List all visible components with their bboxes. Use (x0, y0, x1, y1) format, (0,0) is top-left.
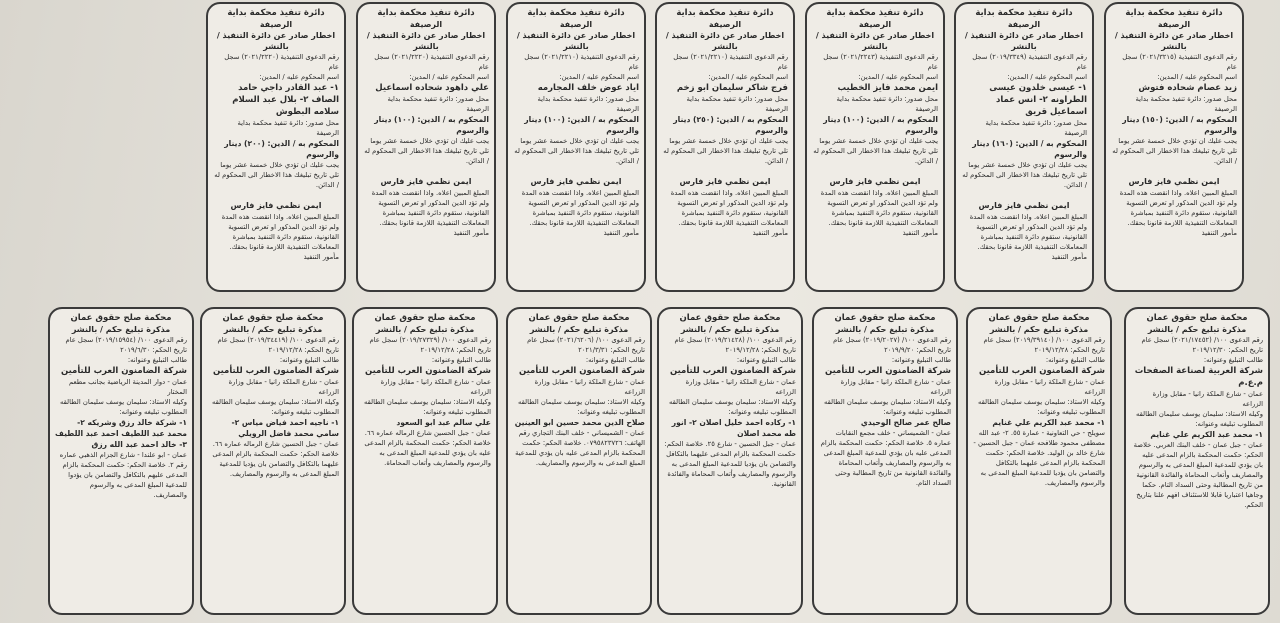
notice-address: عمان - شارع الملكة رانيا - مقابل وزارة الزراعه (228, 378, 339, 396)
notice-target-label: المطلوب تبليغه وعنوانه: (423, 408, 491, 416)
notice-body: المبلغ المبين اعلاه. واذا انقضت هذه المدة ولم تؤد الدين المذكور او تعرض التسوية القانونية، ستقوم دائرة التنفيذ بمباشرة المعاملات التنفيذية اللازمة قانونا بحقك. (521, 189, 639, 227)
notice-case-number: رقم الدعوى التنفيذية (٢٠٢١/٢٢١٠) سجل عام (673, 53, 788, 71)
notice-court: محل صدور: دائرة تنفيذ محكمة بداية الرصيفة (387, 95, 489, 113)
notice-debtor-label: اسم المحكوم عليه / المدين: (409, 73, 489, 81)
notice-body: عمان - الشميساني - خلف مجمع النقابات عماره ٥. خلاصة الحكم: حكمت المحكمة بالزام المدعى عليه بان يؤدي للمدعية المبلغ المدعى به والرسوم والمصاريف وأتعاب المحاماة والفائدة القانونية من تاريخ المطالبة وحتى السداد التام. (820, 429, 951, 487)
notice-court: محل صدور: دائرة تنفيذ محكمة بداية الرصيفة (836, 95, 938, 113)
notice-office: دائرة تنفيذ محكمة بداية (1125, 8, 1223, 18)
notice-city: الرصيفة (1007, 20, 1041, 29)
notice-demand: يجب عليك ان تؤدي خلال خمسة عشر يوما تلي تاريخ تبليغك هذا الاخطار الى المحكوم له / الدائن. (663, 137, 788, 165)
notice-requester-label: طالب التبليغ وعنوانه: (1203, 356, 1263, 364)
execution-notices-row (0, 0, 1280, 300)
notice-target: صلاح الدين محمد حسين ابو العينين (514, 418, 645, 427)
notice-heading: مذكرة تبليغ حكم / بالنشر (71, 325, 171, 334)
notice-target: ١- شركة خالد رزق وشريكه ٢- محمد عبد اللطيف احمد عبد اللطيف ٣- خالد احمد عبد الله رزق (55, 418, 187, 449)
notice-debtor-label: اسم المحكوم عليه / المدين: (708, 73, 788, 81)
notice-heading: مذكرة تبليغ حكم / بالنشر (529, 325, 629, 334)
execution-notice (1104, 2, 1244, 292)
notice-requester-label: طالب التبليغ وعنوانه: (431, 356, 491, 364)
notice-court: محل صدور: دائرة تنفيذ محكمة بداية الرصيفة (985, 119, 1087, 137)
notice-case-number: رقم الدعوى ١٠٠/ (٢٠٢١/٦٢٠٦) سجل عام (527, 336, 645, 344)
notice-debtor-label: اسم المحكوم عليه / المدين: (1157, 73, 1237, 81)
notice-demand: يجب عليك ان تؤدي خلال خمسة عشر يوما تلي تاريخ تبليغك هذا الاخطار الى المحكوم له / الدائن. (514, 137, 639, 165)
notice-office: دائرة تنفيذ محكمة بداية (377, 8, 475, 18)
notice-address: عمان - شارع الملكة رانيا - مقابل وزارة الزراعه (534, 378, 645, 396)
notice-body: عمان - الشميساني - خلف البنك التجاري رقم الهاتف: ٠٧٩٥٨٢٣٧٢٦. خلاصة الحكم: حكمت المحكمة بالزام المدعى عليه بان يؤدي للمدعية المبلغ المدعى به والرسوم والمصاريف. (515, 429, 645, 467)
notice-agent: وكيله الاستاذ: سليمان يوسف سليمان الطالقه (211, 398, 339, 406)
notice-address: عمان - دوار المدينة الرياضية بجانب مطعم المختار (68, 378, 187, 396)
court-notice (352, 307, 498, 615)
notice-case-number: رقم الدعوى التنفيذية (٢٠٢١/٢٢٢٠) سجل عام (224, 53, 339, 71)
notice-agent: وكيله الاستاذ: سليمان يوسف سليمان الطالقه (977, 398, 1105, 406)
notice-date: تاريخ الحكم: ٢٠١٩/٩/٢٠ (884, 346, 951, 354)
notice-requester-label: طالب التبليغ وعنوانه: (891, 356, 951, 364)
notice-case-number: رقم الدعوى ١٠٠/ (٢٠١٩/٣٩١٤٠) سجل عام (983, 336, 1105, 344)
execution-notice (954, 2, 1094, 292)
notice-date: تاريخ الحكم: ٢٠١٩/٦/٣٠ (120, 346, 187, 354)
notice-target-label: المطلوب تبليغه وعنوانه: (577, 408, 645, 416)
notice-target-label: المطلوب تبليغه وعنوانه: (728, 408, 796, 416)
notice-court-name: محكمة صلح حقوق عمان (679, 313, 781, 323)
notice-signature: ايمن نظمي فايز فارس (829, 177, 921, 186)
notice-city: الرصيفة (559, 20, 593, 29)
notice-case-number: رقم الدعوى التنفيذية (٢٠٢١/٢٢١٠) سجل عام (524, 53, 639, 71)
court-notice (966, 307, 1112, 615)
notice-target: ١- محمد عبد الكريم علي غنايم (1150, 430, 1263, 439)
notice-case-number: رقم الدعوى التنفيذية (٢٠٢١/٢٢٢٠) سجل عام (374, 53, 489, 71)
notice-date: تاريخ الحكم: ٢٠٢١/٣/٣١ (578, 346, 645, 354)
notice-office: دائرة تنفيذ محكمة بداية (227, 8, 325, 18)
court-notice (48, 307, 194, 615)
notice-court-name: محكمة صلح حقوق عمان (1146, 313, 1248, 323)
notice-target: ١- محمد عبد الكريم علي غنايم (992, 418, 1105, 427)
notice-amount: المحكوم به / الدين: (٢٥٠) دينار والرسوم (673, 115, 788, 135)
notice-court-name: محكمة صلح حقوق عمان (374, 313, 476, 323)
notice-debtor: فرج شاكر سليمان ابو زخم (676, 83, 788, 93)
notice-demand: يجب عليك ان تؤدي خلال خمسة عشر يوما تلي تاريخ تبليغك هذا الاخطار الى المحكوم له / الدائن. (962, 161, 1087, 189)
notice-company: شركة الضامنون العرب للتأمين (824, 366, 951, 376)
notice-amount: المحكوم به / الدين: (١٥٠) دينار والرسوم (1122, 115, 1237, 135)
notice-body: عمان - ابو علندا - شارع الجزام الذهبي عماره رقم ٢. خلاصة الحكم: حكمت المحكمة بالزام المدعى عليهم بالتكافل والتضامن بان يؤدوا للمدعية المبلغ المدعى به والرسوم والمصاريف. (59, 451, 187, 499)
notice-case-number: رقم الدعوى التنفيذية (٢٠٢١/٢٢٤٣) سجل عام (823, 53, 938, 71)
notice-body: المبلغ المبين اعلاه. واذا انقضت هذه المدة ولم تؤد الدين المذكور او تعرض التسوية القانونية، ستقوم دائرة التنفيذ بمباشرة المعاملات التنفيذية اللازمة قانونا بحقك. (1119, 189, 1237, 227)
notice-signature: ايمن نظمي فايز فارس (530, 177, 622, 186)
notice-court: محل صدور: دائرة تنفيذ محكمة بداية الرصيفة (686, 95, 788, 113)
notice-agent: وكيله الاستاذ: سليمان يوسف سليمان الطالقه (517, 398, 645, 406)
notice-office: دائرة تنفيذ محكمة بداية (975, 8, 1073, 18)
notice-body: عمان - جبل الحسين شارع الرماله عماره ٦٦. خلاصة الحكم: حكمت المحكمة بالزام المدعى عليهما بالتكافل والتضامن بان يؤديا للمدعية المبلغ المدعى به والرسوم والمصاريف. (212, 440, 339, 478)
notice-case-number: رقم الدعوى ١٠٠/ (٢٠١٩/٢٠٢٧) سجل عام (833, 336, 951, 344)
execution-notice (356, 2, 496, 292)
court-notice (200, 307, 346, 615)
notice-agent: وكيله الاستاذ: سليمان يوسف سليمان الطالقه (363, 398, 491, 406)
notice-requester-label: طالب التبليغ وعنوانه: (736, 356, 796, 364)
notice-court-name: محكمة صلح حقوق عمان (988, 313, 1090, 323)
notice-amount: المحكوم به / الدين: (١٦٠) دينار والرسوم (972, 139, 1087, 159)
notice-target-label: المطلوب تبليغه وعنوانه: (271, 408, 339, 416)
notice-court-name: محكمة صلح حقوق عمان (70, 313, 172, 323)
notice-city: الرصيفة (409, 20, 443, 29)
notice-office: دائرة تنفيذ محكمة بداية (676, 8, 774, 18)
notice-debtor: ١- عبد القادر داجي حامد الصاف ٢- بلال عبد السلام سلامه البطوش (232, 83, 339, 117)
notice-heading: مذكرة تبليغ حكم / بالنشر (223, 325, 323, 334)
notice-body: سويلح - حي التعاونية - عمارة ٥٥. ٢- عبد الله مصطفى محمود طلافحه عمان - جبل الحسين - شارع خالد بن الوليد. خلاصة الحكم: حكمت المحكمة بالزام المدعى عليهما بالتكافل والتضامن بان يؤديا للمدعية المبلغ المدعى به والرسوم والمصاريف. (973, 429, 1105, 487)
notice-city: الرصيفة (858, 20, 892, 29)
notice-amount: المحكوم به / الدين: (١٠٠) دينار والرسوم (823, 115, 938, 135)
notice-company: شركة الضامنون العرب للتأمين (978, 366, 1105, 376)
notice-court: محل صدور: دائرة تنفيذ محكمة بداية الرصيفة (237, 119, 339, 137)
notice-heading: اخطار صادر عن دائرة التنفيذ / بالنشر (815, 31, 935, 51)
notice-address: عمان - شارع الملكة رانيا - مقابل وزارة الزراعه (840, 378, 951, 396)
notice-footer: مأمور التنفيذ (453, 229, 489, 237)
notice-address: عمان - شارع الملكة رانيا - مقابل وزارة الزراعه (685, 378, 796, 396)
notice-company: شركة الضامنون العرب للتأمين (669, 366, 796, 376)
court-notice (657, 307, 803, 615)
notice-heading: اخطار صادر عن دائرة التنفيذ / بالنشر (1114, 31, 1234, 51)
notice-date: تاريخ الحكم: ٢٠١٩/١٢/٢٨ (268, 346, 339, 354)
notice-demand: يجب عليك ان تؤدي خلال خمسة عشر يوما تلي تاريخ تبليغك هذا الاخطار الى المحكوم له / الدائن. (364, 137, 489, 165)
notice-target-label: المطلوب تبليغه وعنوانه: (1037, 408, 1105, 416)
notice-signature: ايمن نظمي فايز فارس (380, 177, 472, 186)
notice-heading: مذكرة تبليغ حكم / بالنشر (835, 325, 935, 334)
notice-body: المبلغ المبين اعلاه. واذا انقضت هذه المدة ولم تؤد الدين المذكور او تعرض التسوية القانونية، ستقوم دائرة التنفيذ بمباشرة المعاملات التنفيذية اللازمة قانونا بحقك. (670, 189, 788, 227)
notice-debtor-label: اسم المحكوم عليه / المدين: (1007, 73, 1087, 81)
notice-office: دائرة تنفيذ محكمة بداية (527, 8, 625, 18)
execution-notice (206, 2, 346, 292)
notice-debtor: ايمن محمد فايز الخطيب (837, 83, 938, 93)
notice-target-label: المطلوب تبليغه وعنوانه: (119, 408, 187, 416)
execution-notice (655, 2, 795, 292)
court-notice (506, 307, 652, 615)
notice-company: شركة الضامنون العرب للتأمين (518, 366, 645, 376)
notice-debtor: ١- عيسى خلدون عيسى الطراونه ٢- انس عماد اسماعيل قريق (989, 83, 1087, 117)
notice-target: صالح عمر صالح الوحيدي (860, 418, 951, 427)
notice-address: عمان - شارع الملكة رانيا - مقابل وزارة الزراعه (1152, 390, 1263, 408)
notice-requester-label: طالب التبليغ وعنوانه: (279, 356, 339, 364)
notice-heading: اخطار صادر عن دائرة التنفيذ / بالنشر (216, 31, 336, 51)
notice-case-number: رقم الدعوى التنفيذية (٢٠٢١/٣٢١٥) سجل عام (1122, 53, 1237, 71)
notice-requester-label: طالب التبليغ وعنوانه: (1045, 356, 1105, 364)
notice-heading: اخطار صادر عن دائرة التنفيذ / بالنشر (665, 31, 785, 51)
notice-target-label: المطلوب تبليغه وعنوانه: (883, 408, 951, 416)
notice-requester-label: طالب التبليغ وعنوانه: (127, 356, 187, 364)
notice-signature: ايمن نظمي فايز فارس (679, 177, 771, 186)
notice-date: تاريخ الحكم: ٢٠١٩/١٢/٢٨ (1034, 346, 1105, 354)
notice-signature: ايمن نظمي فايز فارس (230, 201, 322, 210)
notice-demand: يجب عليك ان تؤدي خلال خمسة عشر يوما تلي تاريخ تبليغك هذا الاخطار الى المحكوم له / الدائن. (214, 161, 339, 189)
notice-debtor: اياد عوض خلف المجارمه (537, 83, 639, 93)
execution-notice (805, 2, 945, 292)
notice-target-label: المطلوب تبليغه وعنوانه: (1195, 420, 1263, 428)
notice-debtor-label: اسم المحكوم عليه / المدين: (858, 73, 938, 81)
court-notice (1124, 307, 1270, 615)
notice-heading: اخطار صادر عن دائرة التنفيذ / بالنشر (516, 31, 636, 51)
notice-heading: اخطار صادر عن دائرة التنفيذ / بالنشر (964, 31, 1084, 51)
notice-body: عمان - جبل عمان - خلف البنك العربي. خلاصة الحكم: حكمت المحكمة بالزام المدعى عليه بان يؤدي للمدعية المبلغ المدعى به والرسوم والمصاريف وأتعاب المحاماة والفائدة القانونية من تاريخ المطالبة وحتى السداد التام. حكما وجاهيا اعتباريا قابلا للاستئناف افهم علنا بتاريخ الحكم. (1133, 441, 1263, 509)
notice-debtor: زيد عصام شحاده فتوش (1138, 83, 1237, 93)
notice-footer: مأمور التنفيذ (1051, 253, 1087, 261)
notice-body: المبلغ المبين اعلاه. واذا انقضت هذه المدة ولم تؤد الدين المذكور او تعرض التسوية القانونية، ستقوم دائرة التنفيذ بمباشرة المعاملات التنفيذية اللازمة قانونا بحقك. (371, 189, 489, 227)
notice-signature: ايمن نظمي فايز فارس (1128, 177, 1220, 186)
notice-requester-label: طالب التبليغ وعنوانه: (585, 356, 645, 364)
notice-heading: مذكرة تبليغ حكم / بالنشر (1147, 325, 1247, 334)
notice-office: دائرة تنفيذ محكمة بداية (826, 8, 924, 18)
notice-agent: وكيله الاستاذ: سليمان يوسف سليمان الطالقه (59, 398, 187, 406)
notice-case-number: رقم الدعوى ١٠٠/ (٢٠١٩/٢٧٣٢٩) سجل عام (369, 336, 491, 344)
notice-debtor-label: اسم المحكوم عليه / المدين: (259, 73, 339, 81)
notice-footer: مأمور التنفيذ (603, 229, 639, 237)
notice-company: شركة العربية لصناعة الصفحات م.ع.م (1134, 366, 1263, 388)
notice-date: تاريخ الحكم: ٢٠١٩/١٢/٣٠ (1192, 346, 1263, 354)
notice-heading: مذكرة تبليغ حكم / بالنشر (989, 325, 1089, 334)
notice-target: ١- ناجيه احمد فياض مياس ٢- سامي محمد فاضل الرويلي (231, 418, 339, 438)
notice-court: محل صدور: دائرة تنفيذ محكمة بداية الرصيفة (537, 95, 639, 113)
notice-body: عمان - جبل الحسين - شارع ٢٥. خلاصة الحكم: حكمت المحكمة بالزام المدعى عليهما بالتكافل والتضامن بان يؤديا للمدعية المبلغ المدعى به والرسوم والمصاريف وأتعاب المحاماة والفائدة القانونية. (664, 440, 796, 488)
notice-company: شركة الضامنون العرب للتأمين (60, 366, 187, 376)
notice-amount: المحكوم به / الدين: (١٠٠) دينار والرسوم (374, 115, 489, 135)
notice-address: عمان - شارع الملكة رانيا - مقابل وزارة الزراعه (994, 378, 1105, 396)
notice-court-name: محكمة صلح حقوق عمان (222, 313, 324, 323)
notice-target: ١- ركاده احمد خليل اصلان ٢- انور طه محمد اصلان (671, 418, 796, 438)
notice-date: تاريخ الحكم: ٢٠١٩/١٢/٢٨ (725, 346, 796, 354)
notice-court: محل صدور: دائرة تنفيذ محكمة بداية الرصيفة (1135, 95, 1237, 113)
notice-agent: وكيله الاستاذ: سليمان يوسف سليمان الطالقه (1135, 410, 1263, 418)
notice-agent: وكيله الاستاذ: سليمان يوسف سليمان الطالقه (668, 398, 796, 406)
notice-case-number: رقم الدعوى ١٠٠/ (٢٠١٩/١٥٩٥٤) سجل عام (65, 336, 187, 344)
notice-case-number: رقم الدعوى التنفيذية (٢٠١٩/٣٣٤٩) سجل عام (972, 53, 1087, 71)
court-notice (812, 307, 958, 615)
notice-heading: مذكرة تبليغ حكم / بالنشر (375, 325, 475, 334)
notice-court-name: محكمة صلح حقوق عمان (834, 313, 936, 323)
notice-demand: يجب عليك ان تؤدي خلال خمسة عشر يوما تلي تاريخ تبليغك هذا الاخطار الى المحكوم له / الدائن. (1112, 137, 1237, 165)
notice-demand: يجب عليك ان تؤدي خلال خمسة عشر يوما تلي تاريخ تبليغك هذا الاخطار الى المحكوم له / الدائن. (813, 137, 938, 165)
notice-footer: مأمور التنفيذ (752, 229, 788, 237)
notice-company: شركة الضامنون العرب للتأمين (212, 366, 339, 376)
notice-body: المبلغ المبين اعلاه. واذا انقضت هذه المدة ولم تؤد الدين المذكور او تعرض التسوية القانونية، ستقوم دائرة التنفيذ بمباشرة المعاملات التنفيذية اللازمة قانونا بحقك. (221, 213, 339, 251)
notice-body: عمان - جبل الحسين شارع الرماله عماره ٦٦. خلاصة الحكم: حكمت المحكمة بالزام المدعى عليه بان يؤدي للمدعية المبلغ المدعى به والرسوم والمصاريف وأتعاب المحاماة. (364, 429, 491, 467)
notice-footer: مأمور التنفيذ (902, 229, 938, 237)
notice-debtor-label: اسم المحكوم عليه / المدين: (559, 73, 639, 81)
notice-city: الرصيفة (259, 20, 293, 29)
notice-address: عمان - شارع الملكة رانيا - مقابل وزارة الزراعه (380, 378, 491, 396)
notice-body: المبلغ المبين اعلاه. واذا انقضت هذه المدة ولم تؤد الدين المذكور او تعرض التسوية القانونية، ستقوم دائرة التنفيذ بمباشرة المعاملات التنفيذية اللازمة قانونا بحقك. (820, 189, 938, 227)
notice-city: الرصيفة (708, 20, 742, 29)
notice-case-number: رقم الدعوى ١٠٠/ (٢٠٢١/١٧٤٥٢) سجل عام (1141, 336, 1263, 344)
notice-amount: المحكوم به / الدين: (٢٠٠) دينار والرسوم (224, 139, 339, 159)
notice-signature: ايمن نظمي فايز فارس (978, 201, 1070, 210)
notice-heading: اخطار صادر عن دائرة التنفيذ / بالنشر (366, 31, 486, 51)
notice-footer: مأمور التنفيذ (1201, 229, 1237, 237)
notice-body: المبلغ المبين اعلاه. واذا انقضت هذه المدة ولم تؤد الدين المذكور او تعرض التسوية القانونية، ستقوم دائرة التنفيذ بمباشرة المعاملات التنفيذية اللازمة قانونا بحقك. (969, 213, 1087, 251)
notice-footer: مأمور التنفيذ (303, 253, 339, 261)
notice-heading: مذكرة تبليغ حكم / بالنشر (680, 325, 780, 334)
notice-amount: المحكوم به / الدين: (١٠٠) دينار والرسوم (524, 115, 639, 135)
execution-notice (506, 2, 646, 292)
notice-case-number: رقم الدعوى ١٠٠/ (٢٠١٩/٣٤٤١٩) سجل عام (217, 336, 339, 344)
court-notices-row (0, 303, 1280, 623)
notice-date: تاريخ الحكم: ٢٠١٩/١٢/٢٨ (420, 346, 491, 354)
notice-target: علي سالم عبد ابو السعود (396, 418, 491, 427)
notice-case-number: رقم الدعوى ١٠٠/ (٢٠١٩/٢١٤٢٨) سجل عام (674, 336, 796, 344)
notice-city: الرصيفة (1157, 20, 1191, 29)
notice-debtor: علي داهود شحاده اسماعيل (375, 83, 489, 93)
notice-court-name: محكمة صلح حقوق عمان (528, 313, 630, 323)
notice-company: شركة الضامنون العرب للتأمين (364, 366, 491, 376)
notice-agent: وكيله الاستاذ: سليمان يوسف سليمان الطالقه (823, 398, 951, 406)
